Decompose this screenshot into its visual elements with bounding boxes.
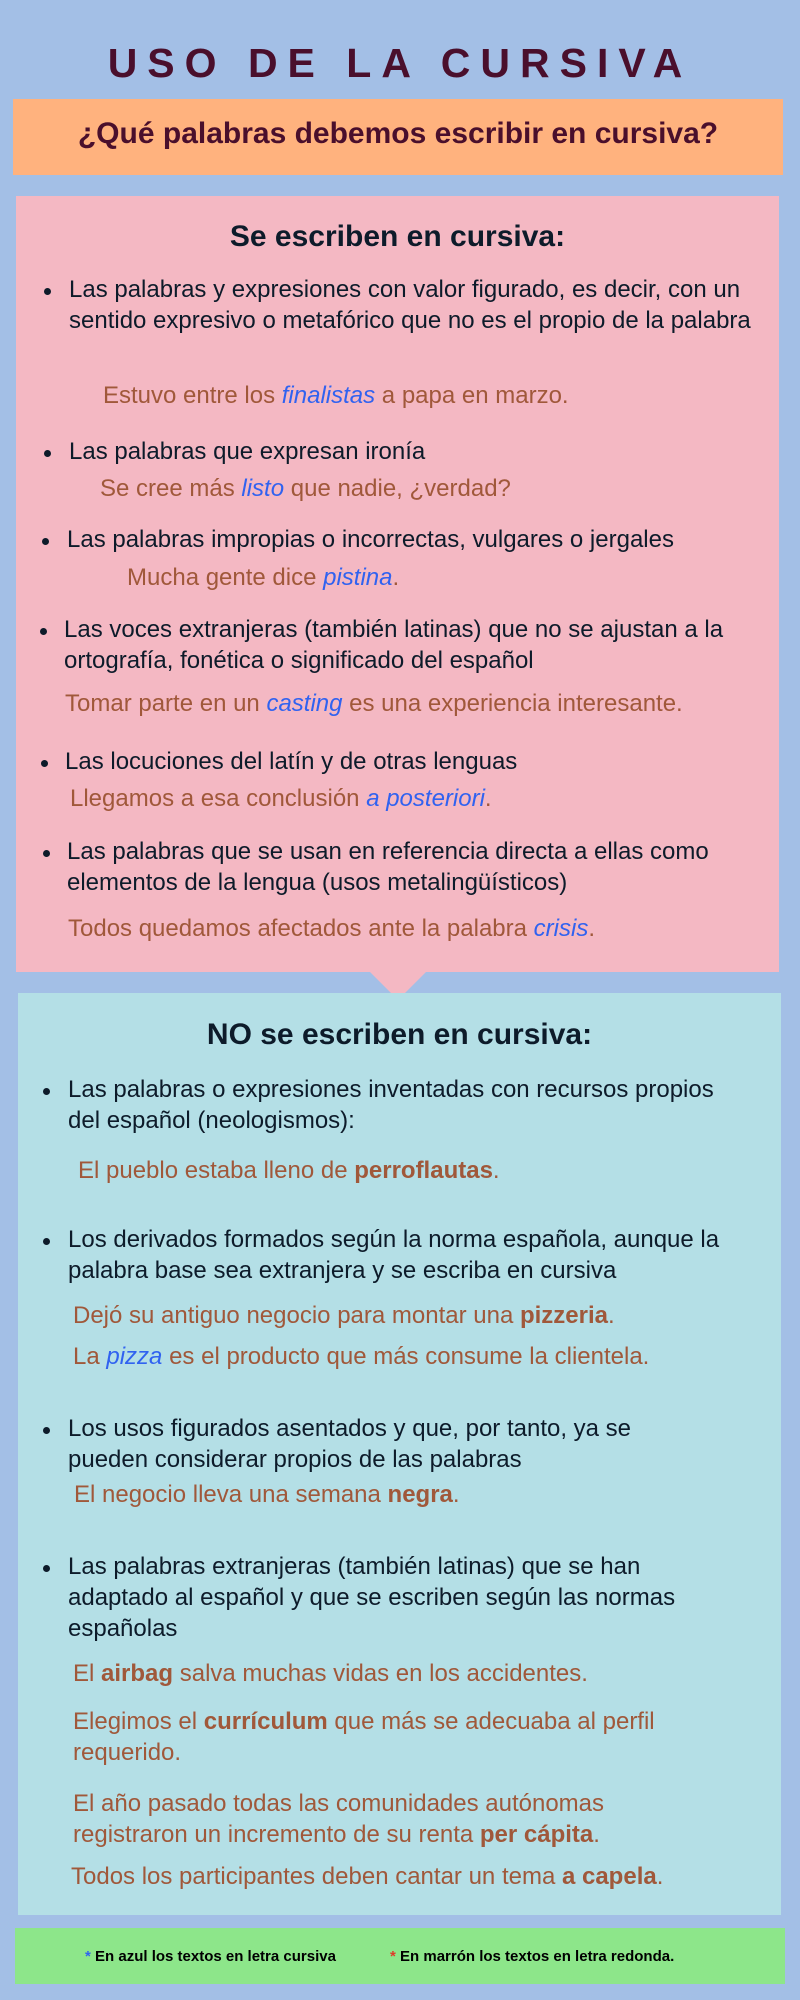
legend-roman: * En marrón los textos en letra redonda. (390, 1948, 675, 1965)
bullet (43, 1238, 50, 1245)
roman-section-heading: NO se escriben en cursiva: (206, 1018, 593, 1051)
bullet (44, 288, 51, 295)
infographic (3, 3, 797, 1997)
example-sentence: Mucha gente dice pistina. (127, 564, 400, 591)
italic-section (16, 196, 779, 972)
list-item: Las palabras impropias o incorrectas, vulgares o jergales (67, 526, 674, 553)
example-sentence: La pizza es el producto que más consume la clientela. (73, 1343, 650, 1370)
example-sentence: El año pasado todas las comunidades autónomas registraron un incremento de su renta per cápita. (73, 1790, 605, 1848)
legend-roman-marker: * (390, 1948, 396, 1965)
bullet (42, 538, 49, 545)
bullet (41, 760, 48, 767)
bullet (44, 450, 51, 457)
subtitle-banner (13, 99, 783, 175)
roman-word: perroflautas (354, 1157, 493, 1184)
example-sentence: Elegimos el currículum que más se adecuaba al perfil requerido. (73, 1708, 655, 1766)
example-sentence: Dejó su antiguo negocio para montar una pizzeria. (73, 1302, 615, 1329)
italic-word: pistina (323, 564, 393, 591)
bullet (43, 1427, 50, 1434)
list-item: Las palabras o expresiones inventadas con recursos propios del español (neologismos): (68, 1076, 714, 1134)
list-item: Las locuciones del latín y de otras lenguas (65, 748, 518, 775)
bullet (43, 1565, 50, 1572)
list-item: Los derivados formados según la norma española, aunque la palabra base sea extranjera y se escriba en cursiva (68, 1226, 720, 1284)
list-item: Las palabras que se usan en referencia directa a ellas como elementos de la lengua (usos metalingüísticos) (67, 838, 709, 896)
example-sentence: Llegamos a esa conclusión a posteriori. (70, 785, 492, 812)
italic-section-heading: Se escriben en cursiva: (229, 220, 566, 253)
roman-section (18, 993, 781, 1915)
legend-italic-marker: * (85, 1948, 91, 1965)
bullet (40, 628, 47, 635)
example-sentence: Todos quedamos afectados ante la palabra crisis. (68, 915, 595, 942)
italic-word: a posteriori (366, 785, 485, 812)
subtitle: ¿Qué palabras debemos escribir en cursiva? (77, 117, 719, 150)
roman-word: per cápita (479, 1821, 594, 1848)
example-sentence: Tomar parte en un casting es una experiencia interesante. (65, 690, 683, 717)
italic-word: listo (241, 475, 285, 502)
italic-word: crisis (533, 915, 589, 942)
list-item: Las palabras y expresiones con valor figurado, es decir, con un sentido expresivo o metafórico que no es el propio de la palabra (69, 276, 751, 334)
example-sentence: El pueblo estaba lleno de perroflautas. (78, 1157, 500, 1184)
example-sentence: Estuvo entre los finalistas a papa en marzo. (103, 382, 569, 409)
legend (15, 1928, 785, 1984)
page-title: USO DE LA CURSIVA (107, 40, 693, 86)
example-sentence: El negocio lleva una semana negra. (74, 1481, 460, 1508)
example-sentence: El airbag salva muchas vidas en los accidentes. (73, 1660, 588, 1687)
italic-word: finalistas (281, 382, 376, 409)
list-item: Los usos figurados asentados y que, por tanto, ya se pueden considerar propios de las palabras (68, 1415, 632, 1473)
italic-word: casting (266, 690, 343, 717)
bullet (43, 850, 50, 857)
list-item: Las palabras que expresan ironía (69, 438, 426, 465)
roman-word: pizzeria (519, 1302, 608, 1329)
roman-word: a capela (561, 1863, 657, 1890)
list-item: Las voces extranjeras (también latinas) que no se ajustan a la ortografía, fonética o significado del español (64, 616, 724, 674)
legend-italic: * En azul los textos en letra cursiva (85, 1948, 336, 1965)
roman-word: airbag (101, 1660, 174, 1687)
roman-word: currículum (203, 1708, 328, 1735)
roman-word: negra (387, 1481, 453, 1508)
italic-word: pizza (106, 1343, 163, 1370)
bullet (43, 1088, 50, 1095)
list-item: Las palabras extranjeras (también latinas) que se han adaptado al español y que se escriben según las normas españolas (68, 1553, 676, 1642)
example-sentence: Se cree más listo que nadie, ¿verdad? (100, 475, 511, 502)
example-sentence: Todos los participantes deben cantar un tema a capela. (71, 1863, 664, 1890)
